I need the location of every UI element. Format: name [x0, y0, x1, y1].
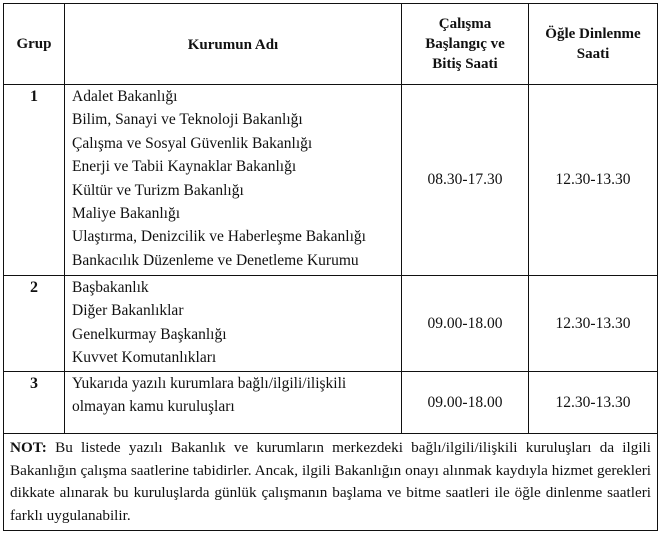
institution-item: Genelkurmay Başkanlığı	[72, 325, 227, 343]
header-lunch-break	[529, 4, 658, 85]
group-number: 3	[4, 372, 65, 434]
institution-item: Enerji ve Tabii Kaynaklar Bakanlığı	[72, 158, 297, 176]
group-number: 1	[4, 85, 65, 276]
institution-item: olmayan kamu kuruluşları	[72, 398, 235, 416]
note-cell	[4, 434, 658, 531]
header-working-hours-line: Çalışma	[438, 16, 492, 32]
header-group: Grup	[4, 4, 65, 85]
institution-item: Adalet Bakanlığı	[72, 88, 178, 105]
table-row	[4, 85, 658, 276]
header-institution: Kurumun Adı	[65, 4, 402, 85]
working-hours-cell: 08.30-17.30	[402, 85, 529, 276]
lunch-break-cell: 12.30-13.30	[529, 85, 658, 276]
institution-item: Diğer Bakanlıklar	[72, 302, 184, 320]
note-text: Bu listede yazılı Bakanlık ve kurumların merkezdeki bağlı/ilgili/ilişkili kuruluşları da ilgili Bakanlığın çalışma saatlerine tabidirler. Ancak, ilgili Bakanlığın onayı alınmak kaydıyla hizmet gerekleri dikkate alınarak bu kuruluşlarda günlük çalışmanın başlama ve bitme saatleri ile öğle dinlenme saatleri farklı uygulanabilir.	[10, 439, 651, 524]
header-working-hours-line: Bitiş Saati	[432, 56, 498, 72]
institution-list	[65, 276, 402, 372]
lunch-break-cell: 12.30-13.30	[529, 276, 658, 372]
institution-list	[65, 372, 402, 434]
working-hours-table	[3, 3, 658, 531]
header-lunch-break-line: Saati	[576, 46, 610, 62]
institution-item: Bankacılık Düzenleme ve Denetleme Kurumu	[72, 251, 359, 269]
header-working-hours	[402, 4, 529, 85]
working-hours-cell: 09.00-18.00	[402, 276, 529, 372]
group-number: 2	[4, 276, 65, 372]
institution-item: Çalışma ve Sosyal Güvenlik Bakanlığı	[72, 134, 313, 152]
institution-list	[65, 85, 402, 276]
institution-item: Ulaştırma, Denizcilik ve Haberleşme Bakanlığı	[72, 228, 366, 246]
lunch-break-cell: 12.30-13.30	[529, 372, 658, 434]
header-lunch-break-line: Öğle Dinlenme	[545, 26, 641, 42]
table-row	[4, 372, 658, 434]
working-hours-cell: 09.00-18.00	[402, 372, 529, 434]
header-row	[4, 4, 658, 85]
institution-item: Kültür ve Turizm Bakanlığı	[72, 181, 244, 199]
table-row	[4, 276, 658, 372]
note-label: NOT:	[10, 439, 47, 456]
institution-item: Başbakanlık	[72, 279, 149, 296]
institution-item: Yukarıda yazılı kurumlara bağlı/ilgili/ilişkili	[72, 375, 347, 392]
note-row	[4, 434, 658, 531]
institution-item: Kuvvet Komutanlıkları	[72, 349, 217, 367]
header-working-hours-line: Başlangıç ve	[425, 36, 505, 52]
institution-item: Maliye Bakanlığı	[72, 205, 181, 223]
institution-item: Bilim, Sanayi ve Teknoloji Bakanlığı	[72, 111, 303, 129]
